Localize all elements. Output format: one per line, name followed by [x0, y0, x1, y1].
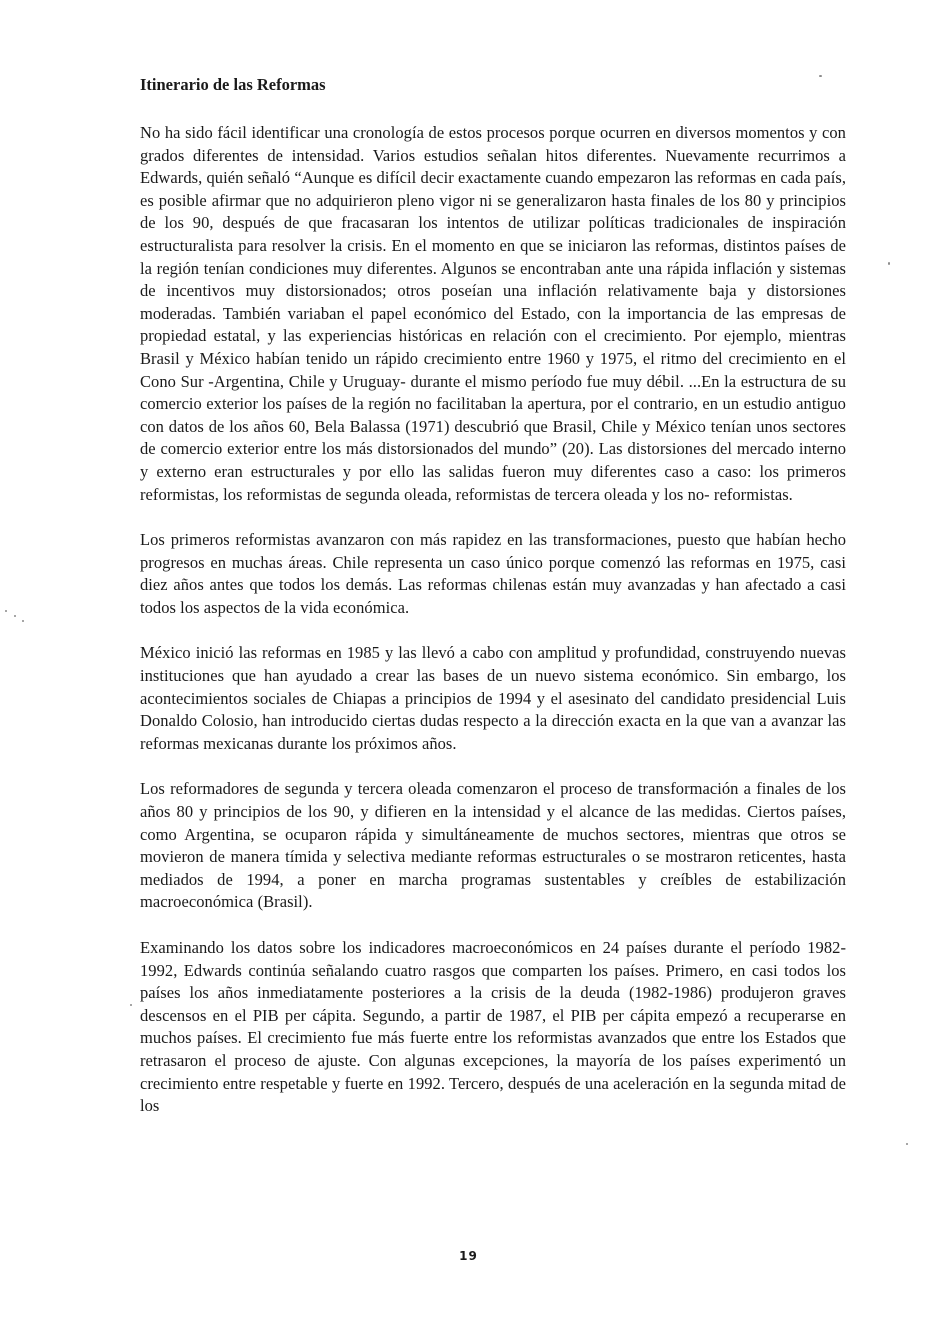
body-paragraph: Examinando los datos sobre los indicadores macroeconómicos en 24 países durante el período 1982-1992, Edwards continúa señalando cuatro rasgos que comparten los países. Primero, en casi todos los países los años inmediatamente posteriores a la crisis de la deuda (1982-1986) produjeron graves descensos en el PIB per cápita. Segundo, a partir de 1987, el PIB per cápita empezó a recuperarse en muchos países. El crecimiento fue más fuerte entre los reformistas avanzados que entre los Estados que retrasaron el proceso de ajuste. Con algunas excepciones, la mayoría de los países experimentó un crecimiento entre respetable y fuerte en 1992. Tercero, después de una aceleración en la segunda mitad de los: [140, 938, 846, 1116]
body-paragraph: México inició las reformas en 1985 y las llevó a cabo con amplitud y profundidad, construyendo nuevas instituciones que han ayudado a crear las bases de un nuevo sistema económico. Sin embargo, los acontecimientos sociales de Chiapas a principios de 1994 y el asesinato del candidato presidencial Luis Donaldo Colosio, han introducido ciertas dudas respecto a la dirección exacta en la que van a avanzar las reformas mexicanas durante los próximos años.: [140, 643, 846, 753]
scan-speck-right-2: [906, 1143, 908, 1145]
page-number: 19: [459, 1249, 478, 1263]
body-paragraph: Los primeros reformistas avanzaron con más rapidez en las transformaciones, puesto que habían hecho progresos en muchas áreas. Chile representa un caso único porque comenzó las reformas en 1975, casi diez años antes que todos los demás. Las reformas chilenas están muy avanzadas y han afectado a casi todos los aspectos de la vida económica.: [140, 530, 846, 617]
document-body: [140, 74, 846, 1141]
body-paragraph: Los reformadores de segunda y tercera oleada comenzaron el proceso de transformación a finales de los años 80 y principios de los 90, y difieren en la intensidad y el alcance de las medidas. Ciertos países, como Argentina, se ocuparon rápida y simultáneamente de muchos sectores, mientras que otros se movieron de manera tímida y selectiva mediante reformas estructurales o se mostraron reticentes, hasta mediados de 1994, a poner en marcha programas sustentables y creíbles de estabilización macroeconómica (Brasil).: [140, 779, 846, 912]
body-paragraph: No ha sido fácil identificar una cronología de estos procesos porque ocurren en diversos momentos y con grados diferentes de intensidad. Varios estudios señalan hitos diferentes. Nuevamente recurrimos a Edwards, quién señaló “Aunque es difícil decir exactamente cuando empezaron las reformas en cada país, es posible afirmar que no adquirieron pleno vigor ni se generalizaron hasta finales de los 80 y principios de los 90, después de que fracasaran los intentos de utilizar políticas tradicionales de inspiración estructuralista para resolver la crisis. En el momento en que se iniciaron las reformas, distintos países de la región tenían condiciones muy diferentes. Algunos se encontraban ante una rápida inflación y sistemas de incentivos muy distorsionados; otros poseían una inflación relativamente baja y distorsiones moderadas. También variaban el papel económico del Estado, con la importancia de las empresas de propiedad estatal, y las experiencias históricas en relación con el crecimiento. Por ejemplo, mientras Brasil y México habían tenido un rápido crecimiento entre 1960 y 1975, el ritmo del crecimiento en el Cono Sur -Argentina, Chile y Uruguay- durante el mismo período fue muy débil. ...En la estructura de su comercio exterior los países de la región no facilitaban la apertura, por el contrario, en un estudio antiguo con datos de los años 60, Bela Balassa (1971) descubrió que Brasil, Chile y México tenían unos sectores de comercio exterior entre los más distorsionados del mundo” (20). Las distorsiones del mercado interno y externo eran estructurales y por ello las salidas fueron muy diferentes caso a caso: los primeros reformistas, los reformistas de segunda oleada, reformistas de tercera oleada y los no- reformistas.: [140, 123, 846, 504]
section-heading: Itinerario de las Reformas: [140, 75, 326, 94]
scan-speck-left-1: [5, 610, 7, 612]
scan-speck-right: [888, 262, 890, 265]
scan-speck-left-2: [14, 615, 16, 617]
scan-speck-left-3: [22, 620, 24, 622]
scan-speck-margin-dot: [130, 1004, 132, 1006]
